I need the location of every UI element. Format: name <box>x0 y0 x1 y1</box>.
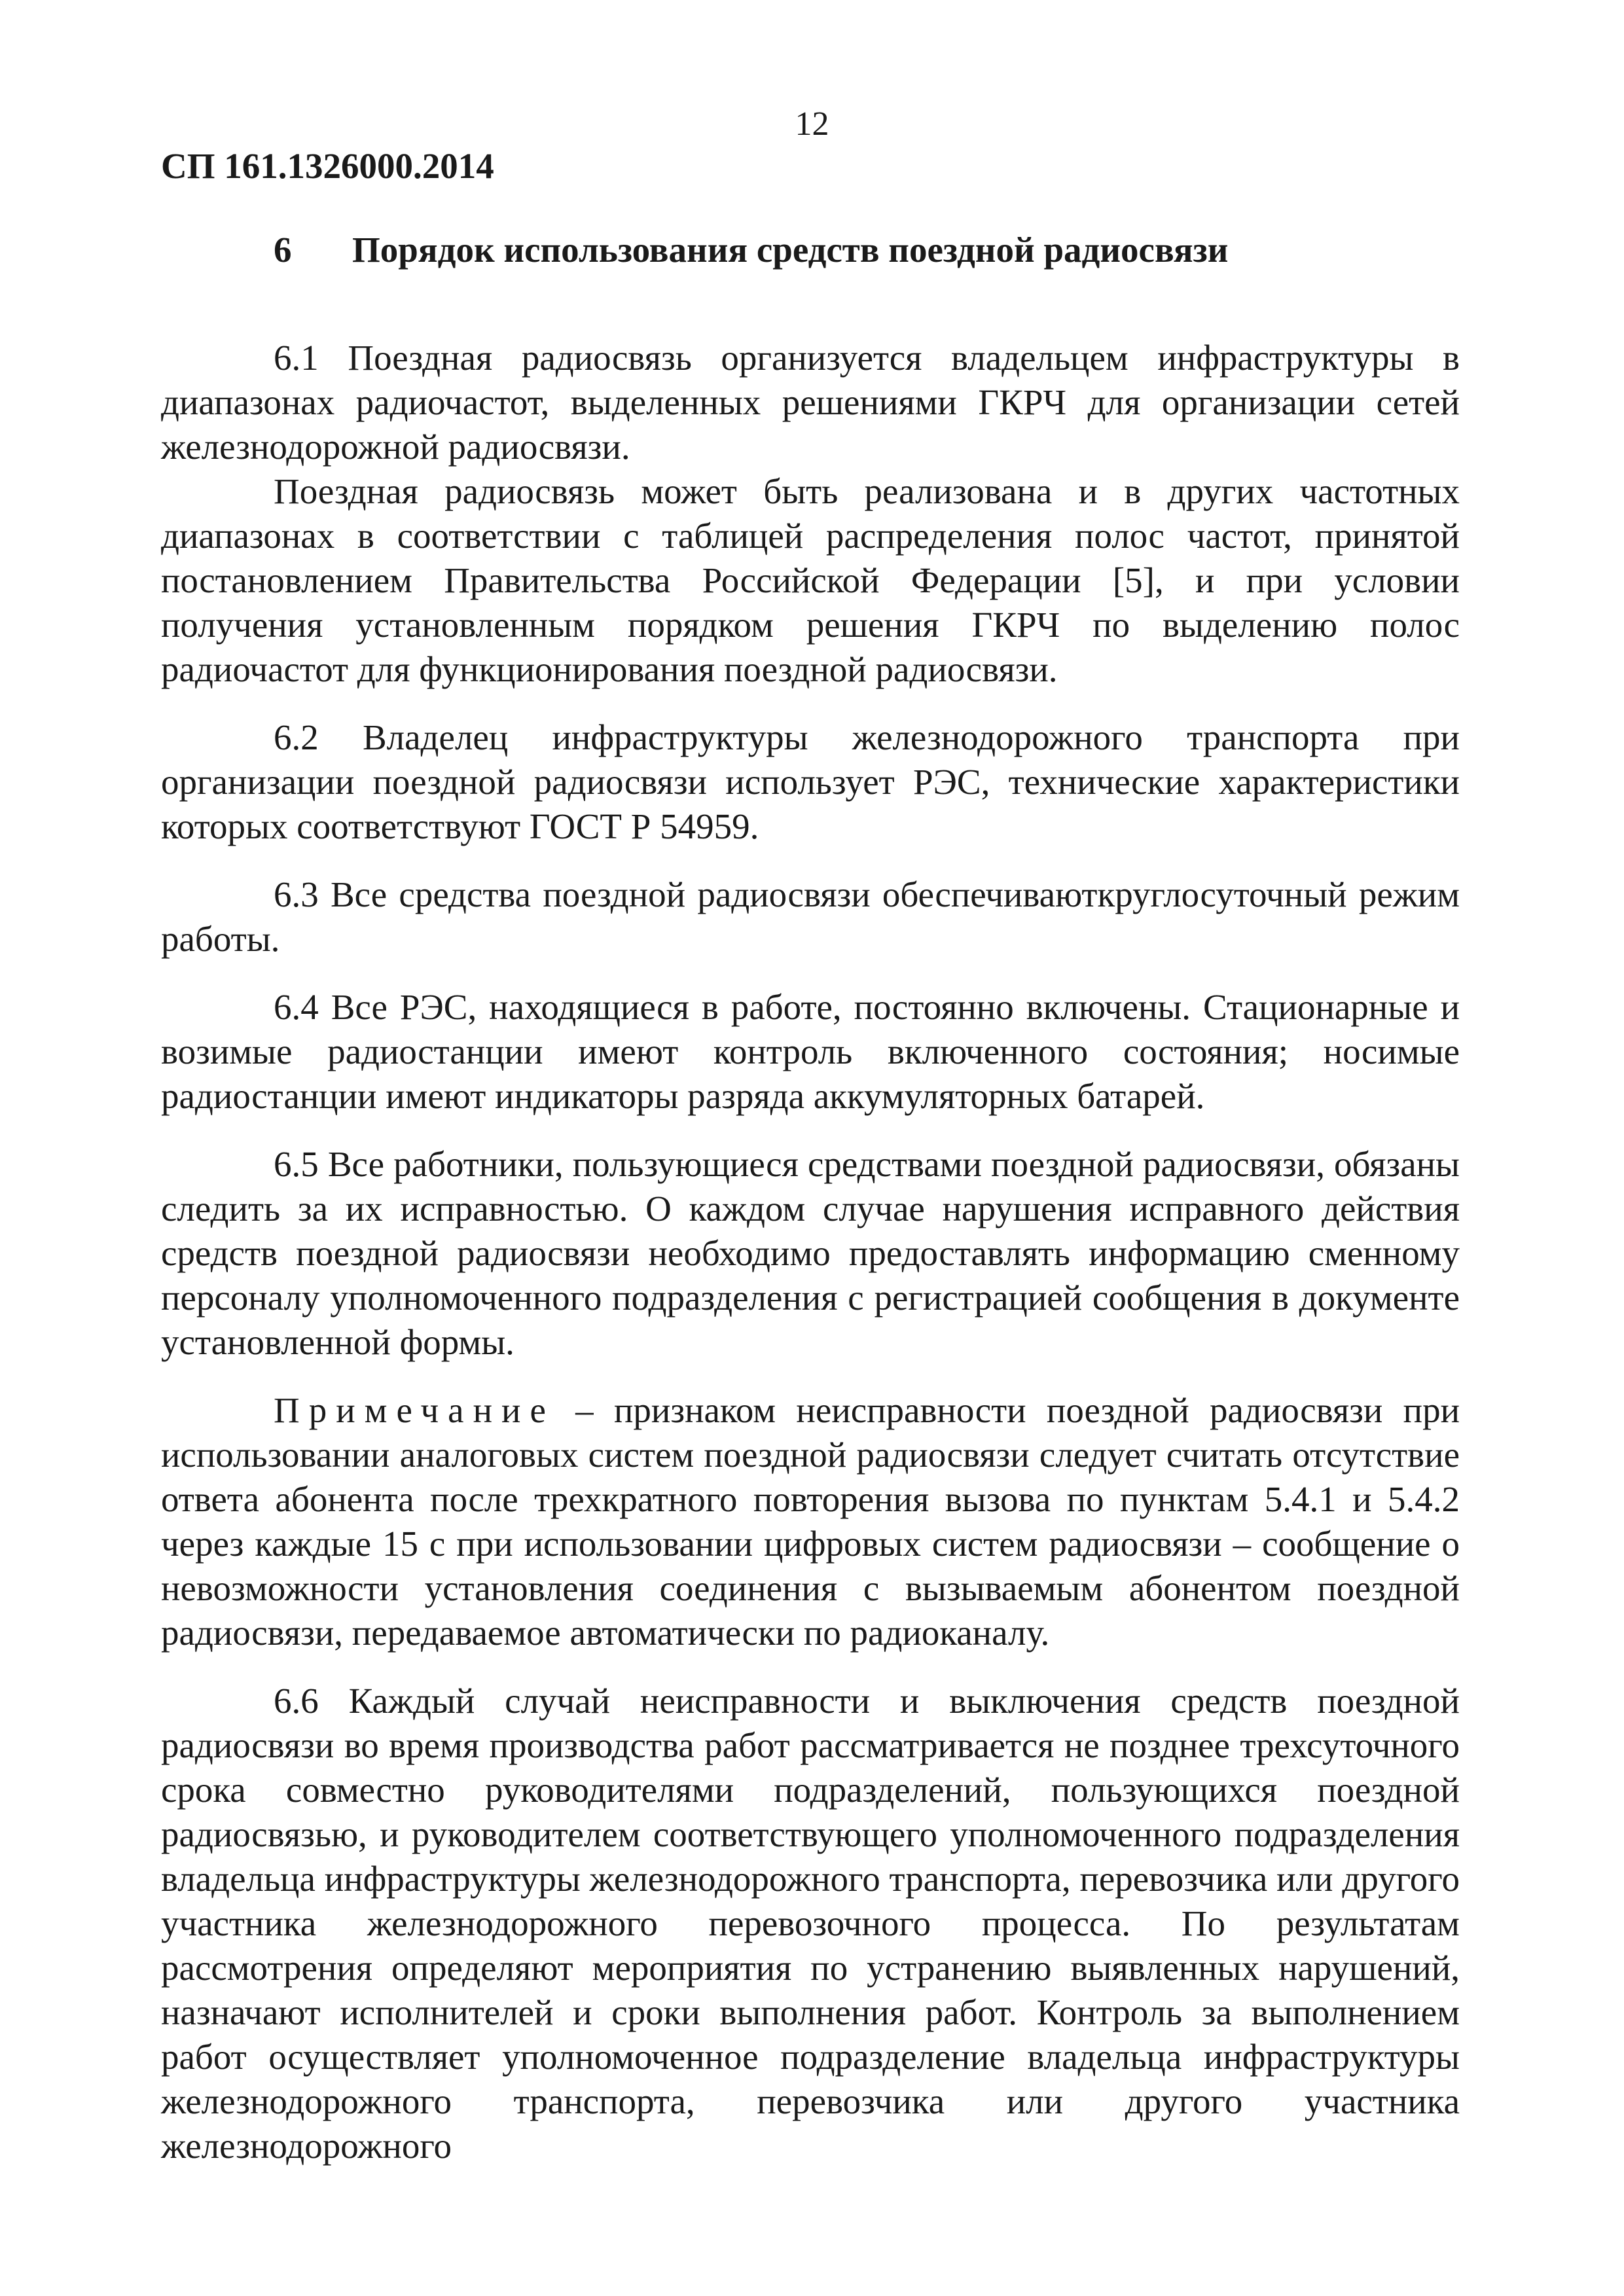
paragraph-6-2: 6.2 Владелец инфраструктуры железнодорожного транспорта при организации поездной радиосвязи использует РЭС, технические характеристики которых соответствуют ГОСТ Р 54959. <box>161 717 1460 846</box>
document-body <box>161 336 1460 2168</box>
section-title: Порядок использования средств поездной радиосвязи <box>352 230 1229 270</box>
paragraph-6-6: 6.6 Каждый случай неисправности и выключения средств поездной радиосвязи во время производства работ рассматривается не позднее трехсуточного срока совместно руководителями подразделений, пользующихся поездной радиосвязью, и руководителем соответствующего уполномоченного подразделения владельца инфраструктуры железнодорожного транспорта, перевозчика или другого участника железнодорожного перевозочного процесса. По результатам рассмотрения определяют мероприятия по устранению выявленных нарушений, назначают исполнителей и сроки выполнения работ. Контроль за выполнением работ осуществляет уполномоченное подразделение владельца инфраструктуры железнодорожного транспорта, перевозчика или другого участника железнодорожного <box>161 1681 1460 2166</box>
paragraph-6-4: 6.4 Все РЭС, находящиеся в работе, постоянно включены. Стационарные и возимые радиостанции имеют контроль включенного состояния; носимые радиостанции имеют индикаторы разряда аккумуляторных батарей. <box>161 987 1460 1116</box>
note-paragraph <box>161 1388 1460 1655</box>
paragraph-6-1: 6.1 Поездная радиосвязь организуется владельцем инфраструктуры в диапазонах радиочастот, выделенных решениями ГКРЧ для организации сетей железнодорожной радиосвязи. <box>161 338 1460 467</box>
section-heading <box>274 229 1228 271</box>
paragraph-6-5: 6.5 Все работники, пользующиеся средствами поездной радиосвязи, обязаны следить за их исправностью. О каждом случае нарушения исправного действия средств поездной радиосвязи необходимо предоставлять информацию сменному персоналу уполномоченного подразделения с регистрацией сообщения в документе установленной формы. <box>161 1144 1460 1362</box>
page-number: 12 <box>795 105 829 143</box>
section-number: 6 <box>274 230 292 270</box>
document-code: СП 161.1326000.2014 <box>161 146 494 186</box>
paragraph-6-1-continued: Поездная радиосвязь может быть реализована и в других частотных диапазонах в соответствии с таблицей распределения полос частот, принятой постановлением Правительства Российской Федерации [5], и при условии получения установленным порядком решения ГКРЧ по выделению полос радиочастот для функционирования поездной радиосвязи. <box>161 471 1460 689</box>
note-label: Примечание <box>274 1390 555 1430</box>
note-text: – признаком неисправности поездной радиосвязи при использовании аналоговых систем поездной радиосвязи следует считать отсутствие ответа абонента после трехкратного повторения вызова по пунктам 5.4.1 и 5.4.2 через каждые 15 с при использовании цифровых систем радиосвязи – сообщение о невозможности установления соединения с вызываемым абонентом поездной радиосвязи, передаваемое автоматически по радиоканалу. <box>161 1390 1460 1653</box>
paragraph-6-3: 6.3 Все средства поездной радиосвязи обеспечиваюткруглосуточный режим работы. <box>161 874 1460 959</box>
